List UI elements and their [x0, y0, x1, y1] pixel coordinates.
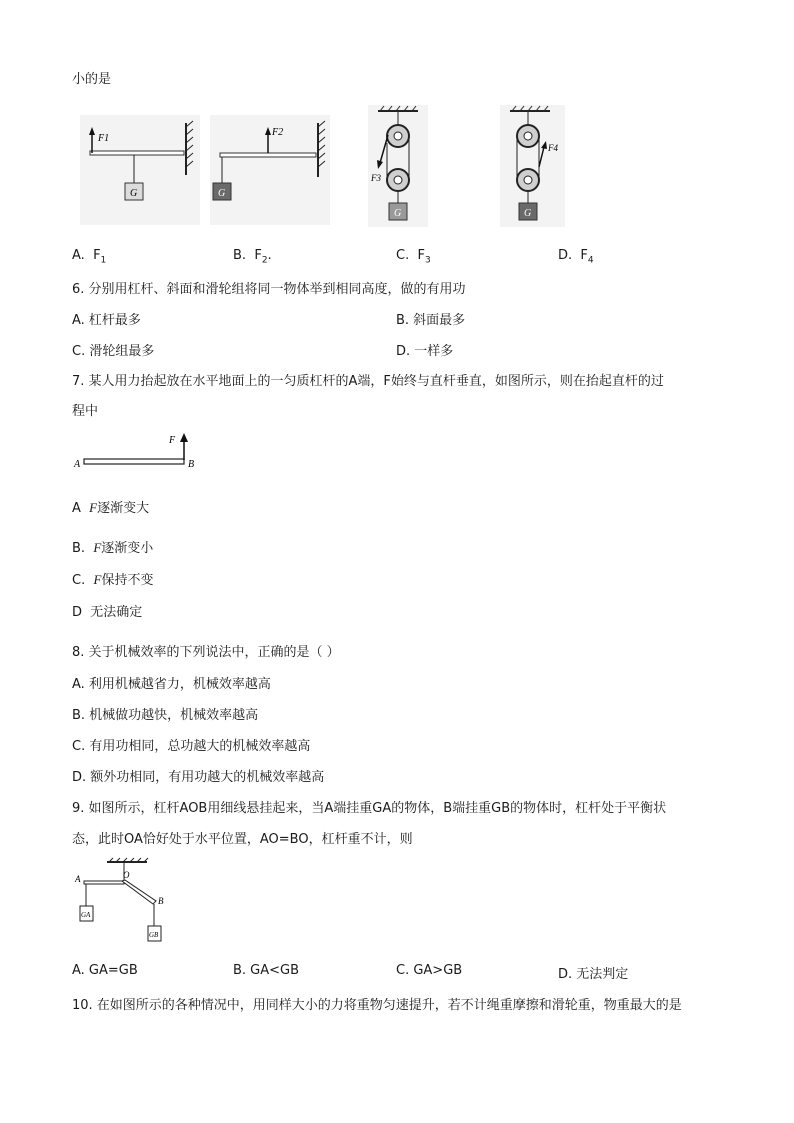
q7-label-a: A: [74, 459, 81, 470]
q8-option-c[interactable]: C. 有用功相同，总功越大的机械效率越高: [72, 739, 311, 754]
q10-stem: 10. 在如图所示的各种情况中，用同样大小的力将重物匀速提升，若不计绳重摩擦和滑轮重，物重最大的是: [72, 998, 682, 1013]
q6-option-b[interactable]: B. 斜面最多: [396, 313, 466, 328]
svg-text:G: G: [394, 208, 402, 219]
q9-stem-line2: 态，此时OA恰好处于水平位置，AO=BO，杠杆重不计，则: [72, 832, 413, 847]
q9-label-o: O: [123, 870, 130, 880]
q5-label-f3: F3: [371, 173, 381, 183]
q7-figure-rod: [72, 430, 202, 475]
q5-figure-pulley-4: [500, 105, 565, 227]
q9-label-b: B: [158, 896, 164, 906]
q7-label-f: F: [169, 435, 176, 446]
q6-stem: 6. 分别用杠杆、斜面和滑轮组将同一物体举到相同高度，做的有用功: [72, 282, 466, 297]
q7-stem-line2: 程中: [72, 404, 99, 419]
q6-option-c[interactable]: C. 滑轮组最多: [72, 344, 155, 359]
q5-option-d[interactable]: D. $F_4$: [558, 248, 594, 266]
q9-label-gb: GB: [149, 931, 159, 939]
svg-text:G: G: [524, 208, 532, 219]
svg-text:G: G: [218, 188, 226, 199]
q5-option-a[interactable]: A. $F_1$: [72, 248, 107, 266]
q9-stem-line1: 9. 如图所示，杠杆AOB用细线悬挂起来，当A端挂重GA的物体，B端挂重GB的物体时，杠杆处于平衡状: [72, 801, 667, 816]
q5-figure-lever-2: [210, 115, 330, 225]
q5-figure-pulley-3: [368, 105, 428, 227]
q5-option-b[interactable]: B. $F_2$.: [233, 248, 272, 266]
q7-option-b[interactable]: B. F逐渐变小: [72, 540, 154, 556]
q8-stem: 8. 关于机械效率的下列说法中，正确的是（ ）: [72, 645, 340, 660]
q5-figure-lever-1: [80, 115, 200, 225]
q9-figure-bent-lever: [72, 858, 182, 948]
q5-label-f2: F2: [272, 127, 284, 138]
q8-option-a[interactable]: A. 利用机械越省力，机械效率越高: [72, 677, 271, 692]
q5-label-f1: F1: [98, 133, 110, 144]
q9-option-a[interactable]: A. GA=GB: [72, 963, 138, 978]
q7-option-c[interactable]: C. F保持不变: [72, 572, 154, 588]
svg-text:G: G: [130, 188, 138, 199]
q8-option-b[interactable]: B. 机械做功越快，机械效率越高: [72, 708, 259, 723]
q9-option-b[interactable]: B. GA<GB: [233, 963, 300, 978]
q7-option-a[interactable]: A F逐渐变大: [72, 500, 150, 516]
q7-label-b: B: [188, 459, 195, 470]
q8-option-d[interactable]: D. 额外功相同，有用功越大的机械效率越高: [72, 770, 325, 785]
q9-label-a: A: [75, 874, 81, 884]
q7-stem-line1: 7. 某人用力抬起放在水平地面上的一匀质杠杆的A端，F始终与直杆垂直，如图所示，则在抬起直杆的过: [72, 374, 664, 389]
q9-option-d[interactable]: D. 无法判定: [558, 967, 629, 982]
q5-option-c[interactable]: C. $F_3$: [396, 248, 431, 266]
q6-option-a[interactable]: A. 杠杆最多: [72, 313, 141, 328]
intro-text: 小的是: [72, 72, 112, 87]
q9-option-c[interactable]: C. GA>GB: [396, 963, 463, 978]
q9-label-ga: GA: [81, 911, 91, 919]
q5-label-f4: F4: [548, 143, 558, 153]
q7-option-d[interactable]: D 无法确定: [72, 605, 143, 620]
q6-option-d[interactable]: D. 一样多: [396, 344, 454, 359]
